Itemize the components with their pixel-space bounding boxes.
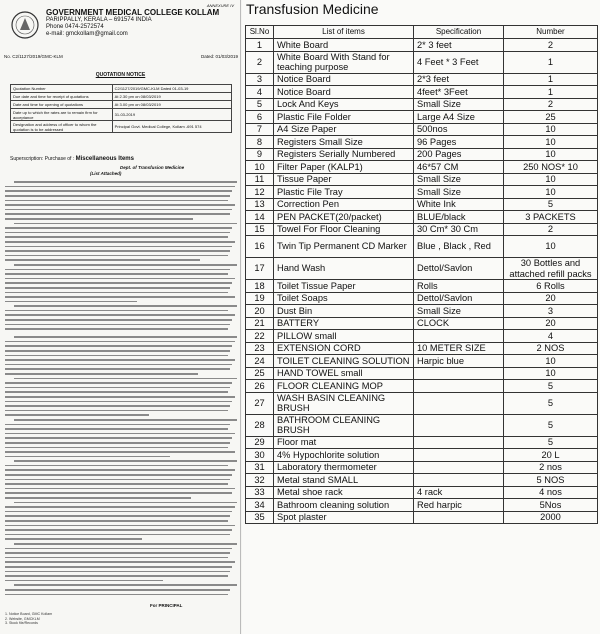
cell-item: Toilet Soaps — [274, 292, 414, 305]
cell-slno: 29 — [246, 436, 274, 449]
cell-item: Laboratory thermometer — [274, 461, 414, 474]
cell-slno: 16 — [246, 236, 274, 258]
cell-number: 5 — [504, 436, 598, 449]
info-row — [11, 93, 232, 101]
cell-slno: 34 — [246, 499, 274, 512]
table-row — [246, 148, 598, 161]
cell-item: Metal stand SMALL — [274, 474, 414, 487]
cell-item: White Board With Stand for teaching purpose — [274, 51, 414, 73]
info-value: 31-03-2019 — [112, 109, 231, 121]
cell-number: 20 — [504, 292, 598, 305]
reference-line — [4, 54, 238, 59]
annexure-label: ANNEXURE IV — [206, 3, 234, 8]
info-value: At 3.00 pm on 08/03/2019 — [112, 101, 231, 109]
header-specification: Specification — [414, 26, 504, 39]
quotation-info-table — [10, 84, 232, 133]
cell-specification — [414, 436, 504, 449]
table-row — [246, 73, 598, 86]
copy-to-item: 2. Website, GMCKLM — [5, 616, 40, 621]
cell-specification: White Ink — [414, 198, 504, 211]
table-row — [246, 236, 598, 258]
cell-number: 5 — [504, 414, 598, 436]
cell-number: 10 — [504, 186, 598, 199]
cell-item: Toilet Tissue Paper — [274, 280, 414, 293]
cell-number: 4 nos — [504, 486, 598, 499]
cell-slno: 3 — [246, 73, 274, 86]
table-row — [246, 330, 598, 343]
table-row — [246, 486, 598, 499]
cell-specification: Small Size — [414, 173, 504, 186]
table-row — [246, 449, 598, 462]
cell-number: 10 — [504, 355, 598, 368]
table-row — [246, 380, 598, 393]
table-row — [246, 136, 598, 149]
table-row — [246, 392, 598, 414]
cell-specification: Dettol/Savlon — [414, 292, 504, 305]
cell-slno: 4 — [246, 86, 274, 99]
cell-number: 1 — [504, 51, 598, 73]
cell-number: 30 Bottles and attached refill packs — [504, 258, 598, 280]
cell-slno: 8 — [246, 136, 274, 149]
table-row — [246, 499, 598, 512]
table-header-row — [246, 26, 598, 39]
cell-slno: 24 — [246, 355, 274, 368]
org-name: GOVERNMENT MEDICAL COLLEGE KOLLAM — [46, 8, 220, 17]
info-value: At 2.30 pm on 08/03/2019 — [112, 93, 231, 101]
cell-specification — [414, 330, 504, 343]
info-label: Date up to which the rates are to remain firm for acceptance — [11, 109, 113, 121]
cell-slno: 6 — [246, 111, 274, 124]
cell-item: Tissue Paper — [274, 173, 414, 186]
cell-item: 4% Hypochlorite solution — [274, 449, 414, 462]
cell-item: Spot plaster — [274, 511, 414, 524]
table-row — [246, 51, 598, 73]
cell-slno: 32 — [246, 474, 274, 487]
cell-specification: Large A4 Size — [414, 111, 504, 124]
cell-number: 4 — [504, 330, 598, 343]
cell-specification — [414, 414, 504, 436]
info-label: Due date and time for receipt of quotations — [11, 93, 113, 101]
superscription — [10, 156, 235, 162]
cell-item: Notice Board — [274, 73, 414, 86]
cell-specification: 4feet* 3Feet — [414, 86, 504, 99]
table-row — [246, 39, 598, 52]
cell-item: Metal shoe rack — [274, 486, 414, 499]
notice-title: QUOTATION NOTICE — [95, 72, 146, 78]
header-slno: Sl.No — [246, 26, 274, 39]
cell-slno: 20 — [246, 305, 274, 318]
cell-item: BATTERY — [274, 317, 414, 330]
cell-number: 2 NOS — [504, 342, 598, 355]
cell-item: Lock And Keys — [274, 98, 414, 111]
superscription-label: Superscription: Purchase of : — [10, 156, 75, 162]
cell-item: Registers Small Size — [274, 136, 414, 149]
cell-number: 10 — [504, 367, 598, 380]
cell-slno: 1 — [246, 39, 274, 52]
cell-specification — [414, 511, 504, 524]
cell-specification: Small Size — [414, 305, 504, 318]
info-value: C2/1127/2019/GMC-KLM Dated 01-03-19 — [112, 85, 231, 93]
cell-specification: 200 Pages — [414, 148, 504, 161]
cell-item: PILLOW small — [274, 330, 414, 343]
cell-slno: 7 — [246, 123, 274, 136]
cell-slno: 12 — [246, 186, 274, 199]
cell-number: 20 — [504, 317, 598, 330]
cell-slno: 17 — [246, 258, 274, 280]
cell-specification — [414, 380, 504, 393]
cell-number: 5Nos — [504, 499, 598, 512]
table-row — [246, 305, 598, 318]
cell-number: 10 — [504, 148, 598, 161]
cell-slno: 26 — [246, 380, 274, 393]
cell-specification: Harpic blue — [414, 355, 504, 368]
item-list-page — [242, 0, 600, 634]
department-name: Dept. of Transfusion Medicine — [120, 165, 185, 170]
cell-slno: 14 — [246, 211, 274, 224]
cell-specification: CLOCK — [414, 317, 504, 330]
cell-slno: 22 — [246, 330, 274, 343]
org-header — [46, 8, 226, 38]
info-label: Quotation Number — [11, 85, 113, 93]
cell-item: EXTENSION CORD — [274, 342, 414, 355]
cell-number: 10 — [504, 136, 598, 149]
cell-number: 3 PACKETS — [504, 211, 598, 224]
copy-to-list — [5, 612, 52, 626]
info-row — [11, 85, 232, 93]
table-row — [246, 292, 598, 305]
cell-number: 20 L — [504, 449, 598, 462]
table-row — [246, 161, 598, 174]
cell-number: 5 — [504, 380, 598, 393]
cell-item: Twin Tip Permanent CD Marker — [274, 236, 414, 258]
cell-number: 5 — [504, 198, 598, 211]
table-row — [246, 111, 598, 124]
copy-to-item: 3. Stock file/Records — [5, 621, 38, 626]
table-row — [246, 342, 598, 355]
cell-specification — [414, 367, 504, 380]
info-row — [11, 109, 232, 121]
table-row — [246, 223, 598, 236]
cell-specification: Small Size — [414, 98, 504, 111]
signature-block: For PRINCIPAL — [150, 603, 183, 608]
cell-slno: 25 — [246, 367, 274, 380]
cell-number: 6 Rolls — [504, 280, 598, 293]
table-row — [246, 280, 598, 293]
cell-specification: Small Size — [414, 186, 504, 199]
cell-item: Hand Wash — [274, 258, 414, 280]
superscription-value: Miscellaneous Items — [75, 156, 134, 162]
table-row — [246, 414, 598, 436]
table-row — [246, 186, 598, 199]
cell-slno: 35 — [246, 511, 274, 524]
table-row — [246, 436, 598, 449]
cell-item: White Board — [274, 39, 414, 52]
cell-slno: 2 — [246, 51, 274, 73]
cell-number: 3 — [504, 305, 598, 318]
cell-item: Bathroom cleaning solution — [274, 499, 414, 512]
info-label: Date and time for opening of quotations — [11, 101, 113, 109]
cell-slno: 30 — [246, 449, 274, 462]
cell-slno: 5 — [246, 98, 274, 111]
cell-item: Notice Board — [274, 86, 414, 99]
cell-slno: 15 — [246, 223, 274, 236]
cell-item: FLOOR CLEANING MOP — [274, 380, 414, 393]
ref-date: Dated: 01/03/2019 — [200, 54, 238, 59]
cell-slno: 19 — [246, 292, 274, 305]
table-row — [246, 317, 598, 330]
terms-paragraph-block — [5, 180, 237, 332]
cell-item: BATHROOM CLEANING BRUSH — [274, 414, 414, 436]
table-row — [246, 511, 598, 524]
copy-to-item: 1. Notice Board, GMC Kollam — [5, 612, 53, 616]
cell-specification: 500nos — [414, 123, 504, 136]
cell-number: 2000 — [504, 511, 598, 524]
cell-item: TOILET CLEANING SOLUTION — [274, 355, 414, 368]
ref-number: No. C2/1127/2019/GMC-KLM — [4, 54, 63, 59]
table-row — [246, 367, 598, 380]
cell-number: 10 — [504, 123, 598, 136]
cell-number: 10 — [504, 173, 598, 186]
cell-slno: 9 — [246, 148, 274, 161]
table-row — [246, 211, 598, 224]
cell-slno: 13 — [246, 198, 274, 211]
table-row — [246, 474, 598, 487]
cell-number: 10 — [504, 236, 598, 258]
cell-slno: 21 — [246, 317, 274, 330]
cell-item: Plastic File Folder — [274, 111, 414, 124]
cell-item: HAND TOWEL small — [274, 367, 414, 380]
cell-specification: 4 rack — [414, 486, 504, 499]
cell-specification — [414, 474, 504, 487]
page-title: Transfusion Medicine — [246, 1, 379, 17]
cell-specification: 46*57 CM — [414, 161, 504, 174]
table-row — [246, 123, 598, 136]
cell-specification: 2* 3 feet — [414, 39, 504, 52]
cell-slno: 33 — [246, 486, 274, 499]
cell-specification: 2*3 feet — [414, 73, 504, 86]
cell-number: 2 — [504, 223, 598, 236]
header-number: Number — [504, 26, 598, 39]
conditions-paragraph-block — [5, 335, 237, 597]
table-row — [246, 98, 598, 111]
cell-number: 5 NOS — [504, 474, 598, 487]
cell-specification — [414, 449, 504, 462]
cell-item: Floor mat — [274, 436, 414, 449]
quotation-notice-page — [0, 0, 241, 634]
org-email: e-mail: gmckollam@gmail.com — [46, 31, 128, 37]
table-row — [246, 258, 598, 280]
cell-number: 25 — [504, 111, 598, 124]
info-value: Principal Govt. Medical College, Kollam -691 574 — [112, 121, 231, 133]
cell-specification: 4 Feet * 3 Feet — [414, 51, 504, 73]
cell-item: Dust Bin — [274, 305, 414, 318]
cell-item: Correction Pen — [274, 198, 414, 211]
cell-specification — [414, 461, 504, 474]
cell-item: Plastic File Tray — [274, 186, 414, 199]
cell-item: A4 Size Paper — [274, 123, 414, 136]
cell-item: Filter Paper (KALP1) — [274, 161, 414, 174]
cell-number: 2 — [504, 98, 598, 111]
cell-slno: 11 — [246, 173, 274, 186]
cell-number: 1 — [504, 86, 598, 99]
table-row — [246, 198, 598, 211]
org-phone: Phone 0474-2572574 — [46, 24, 104, 30]
cell-specification: 10 METER SIZE — [414, 342, 504, 355]
items-table — [245, 25, 598, 524]
cell-item: WASH BASIN CLEANING BRUSH — [274, 392, 414, 414]
cell-slno: 18 — [246, 280, 274, 293]
cell-specification: 96 Pages — [414, 136, 504, 149]
info-row — [11, 101, 232, 109]
cell-specification: Rolls — [414, 280, 504, 293]
cell-slno: 10 — [246, 161, 274, 174]
list-attached-note: (List Attached) — [90, 171, 122, 176]
cell-specification: 30 Cm* 30 Cm — [414, 223, 504, 236]
cell-slno: 27 — [246, 392, 274, 414]
info-row — [11, 121, 232, 133]
cell-specification: Red harpic — [414, 499, 504, 512]
kerala-emblem-icon — [10, 10, 40, 40]
table-row — [246, 461, 598, 474]
info-label: Designation and address of officer to whom the quotation is to be addressed — [11, 121, 113, 133]
cell-number: 2 nos — [504, 461, 598, 474]
header-items: List of items — [274, 26, 414, 39]
table-row — [246, 173, 598, 186]
cell-number: 250 NOS* 10 — [504, 161, 598, 174]
cell-item: Registers Serially Numbered — [274, 148, 414, 161]
cell-specification: BLUE/black — [414, 211, 504, 224]
cell-specification: Blue , Black , Red — [414, 236, 504, 258]
cell-slno: 23 — [246, 342, 274, 355]
cell-item: PEN PACKET(20/packet) — [274, 211, 414, 224]
cell-specification — [414, 392, 504, 414]
cell-number: 2 — [504, 39, 598, 52]
table-row — [246, 86, 598, 99]
table-row — [246, 355, 598, 368]
cell-item: Towel For Floor Cleaning — [274, 223, 414, 236]
cell-number: 5 — [504, 392, 598, 414]
cell-slno: 28 — [246, 414, 274, 436]
org-address: PARIPPALLY, KERALA – 691574 INDIA — [46, 17, 152, 23]
cell-slno: 31 — [246, 461, 274, 474]
cell-number: 1 — [504, 73, 598, 86]
cell-specification: Dettol/Savlon — [414, 258, 504, 280]
